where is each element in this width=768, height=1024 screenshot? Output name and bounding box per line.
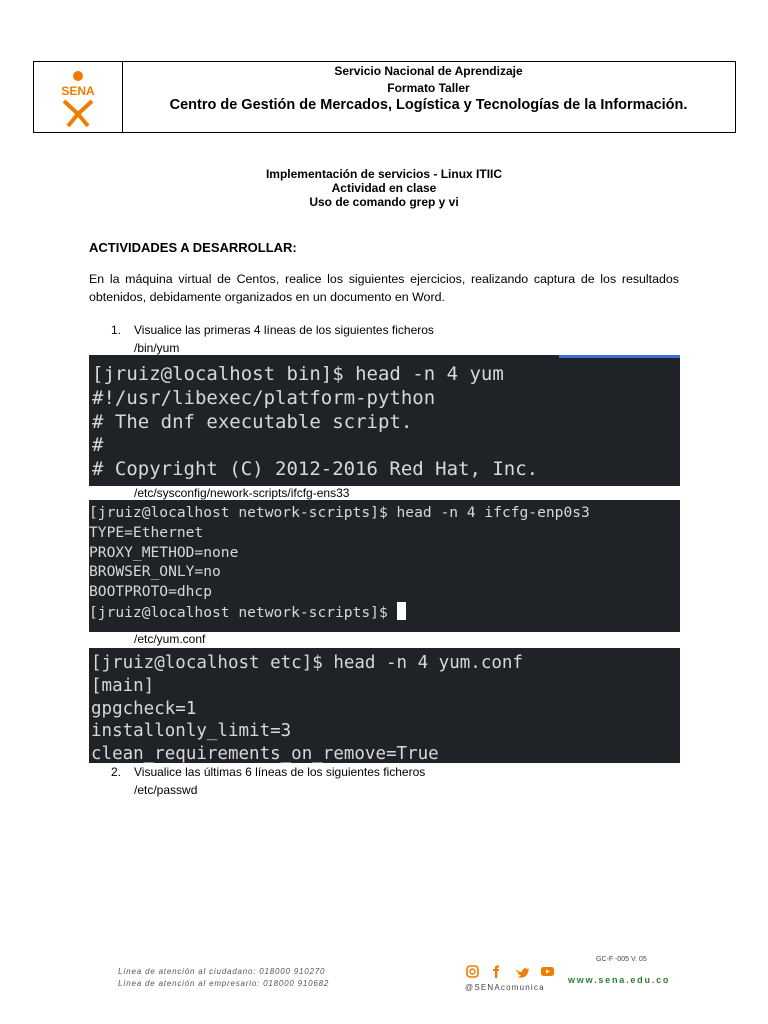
terminal-prompt: [jruiz@localhost network-scripts]$ [89,603,397,621]
path-passwd: /etc/passwd [134,783,198,797]
intro-paragraph: En la máquina virtual de Centos, realice los siguientes ejercicios, realizando captura de los resultados obtenidos, debidamente organizados en un documento en Word. [89,272,679,304]
footer-contact [118,966,329,990]
terminal-line: BOOTPROTO=dhcp [89,583,213,601]
item-2-number: 2. [111,765,122,779]
terminal-line: gpgcheck=1 [91,698,197,719]
terminal-line: # Copyright (C) 2012-2016 Red Hat, Inc. [92,458,539,481]
title-line-3: Uso de comando grep y vi [309,195,459,209]
path-bin-yum: /bin/yum [134,341,180,355]
section-heading: ACTIVIDADES A DESARROLLAR: [89,240,297,255]
terminal-line: #!/usr/libexec/platform-python [92,386,436,409]
terminal-prompt-line [89,602,680,623]
terminal-line: # [92,434,104,457]
terminal-line: BROWSER_ONLY=no [89,563,221,581]
instagram-icon [467,966,478,977]
social-icons [465,964,555,985]
terminal-line: PROXY_METHOD=none [89,543,239,561]
terminal-line: [main] [91,675,155,696]
document-code: GC-F -005 V. 05 [596,956,647,963]
twitter-icon [515,968,530,978]
item-1-number: 1. [111,323,122,337]
terminal-line: [jruiz@localhost etc]$ head -n 4 yum.conf [91,653,523,673]
terminal-screenshot-ifcfg [89,500,680,632]
terminal-cursor [397,602,406,620]
terminal-line: TYPE=Ethernet [89,523,204,541]
header-line-3: Centro de Gestión de Mercados, Logística y Tecnologías de la Información. [169,97,688,113]
youtube-icon [541,967,554,976]
terminal-line: clean_requirements_on_remove=True [91,744,439,763]
facebook-icon [493,966,499,979]
path-ifcfg: /etc/sysconfig/nework-scripts/ifcfg-ens33 [134,486,350,500]
window-accent-bar [559,355,680,358]
footer-line-citizen: Línea de atención al ciudadano: 018000 910270 [118,967,326,976]
header-line-2: Formato Taller [387,81,470,95]
item-1-text: Visualice las primeras 4 líneas de los siguientes ficheros [134,323,434,337]
title-line-1: Implementación de servicios - Linux ITIIC [265,167,503,181]
website-link[interactable]: www.sena.edu.co [568,975,671,985]
svg-text:SENA: SENA [61,84,95,98]
terminal-line: installonly_limit=3 [91,721,292,742]
terminal-screenshot-yum-conf [89,648,680,763]
header-table [33,61,736,133]
footer-line-business: Línea de atención al empresario: 018000 910682 [118,979,330,988]
path-yum-conf: /etc/yum.conf [134,632,206,646]
terminal-line: [jruiz@localhost bin]$ head -n 4 yum [92,363,504,385]
terminal-screenshot-yum [89,355,680,486]
title-line-2: Actividad en clase [331,181,437,195]
sena-logo [34,62,123,132]
terminal-line: [jruiz@localhost network-scripts]$ head -n 4 ifcfg-enp0s3 [89,504,590,521]
social-handle: @SENAcomunica [465,983,545,992]
header-line-1: Servicio Nacional de Aprendizaje [334,64,523,78]
item-2-text: Visualice las últimas 6 líneas de los siguientes ficheros [134,765,426,779]
terminal-line: # The dnf executable script. [92,410,413,433]
